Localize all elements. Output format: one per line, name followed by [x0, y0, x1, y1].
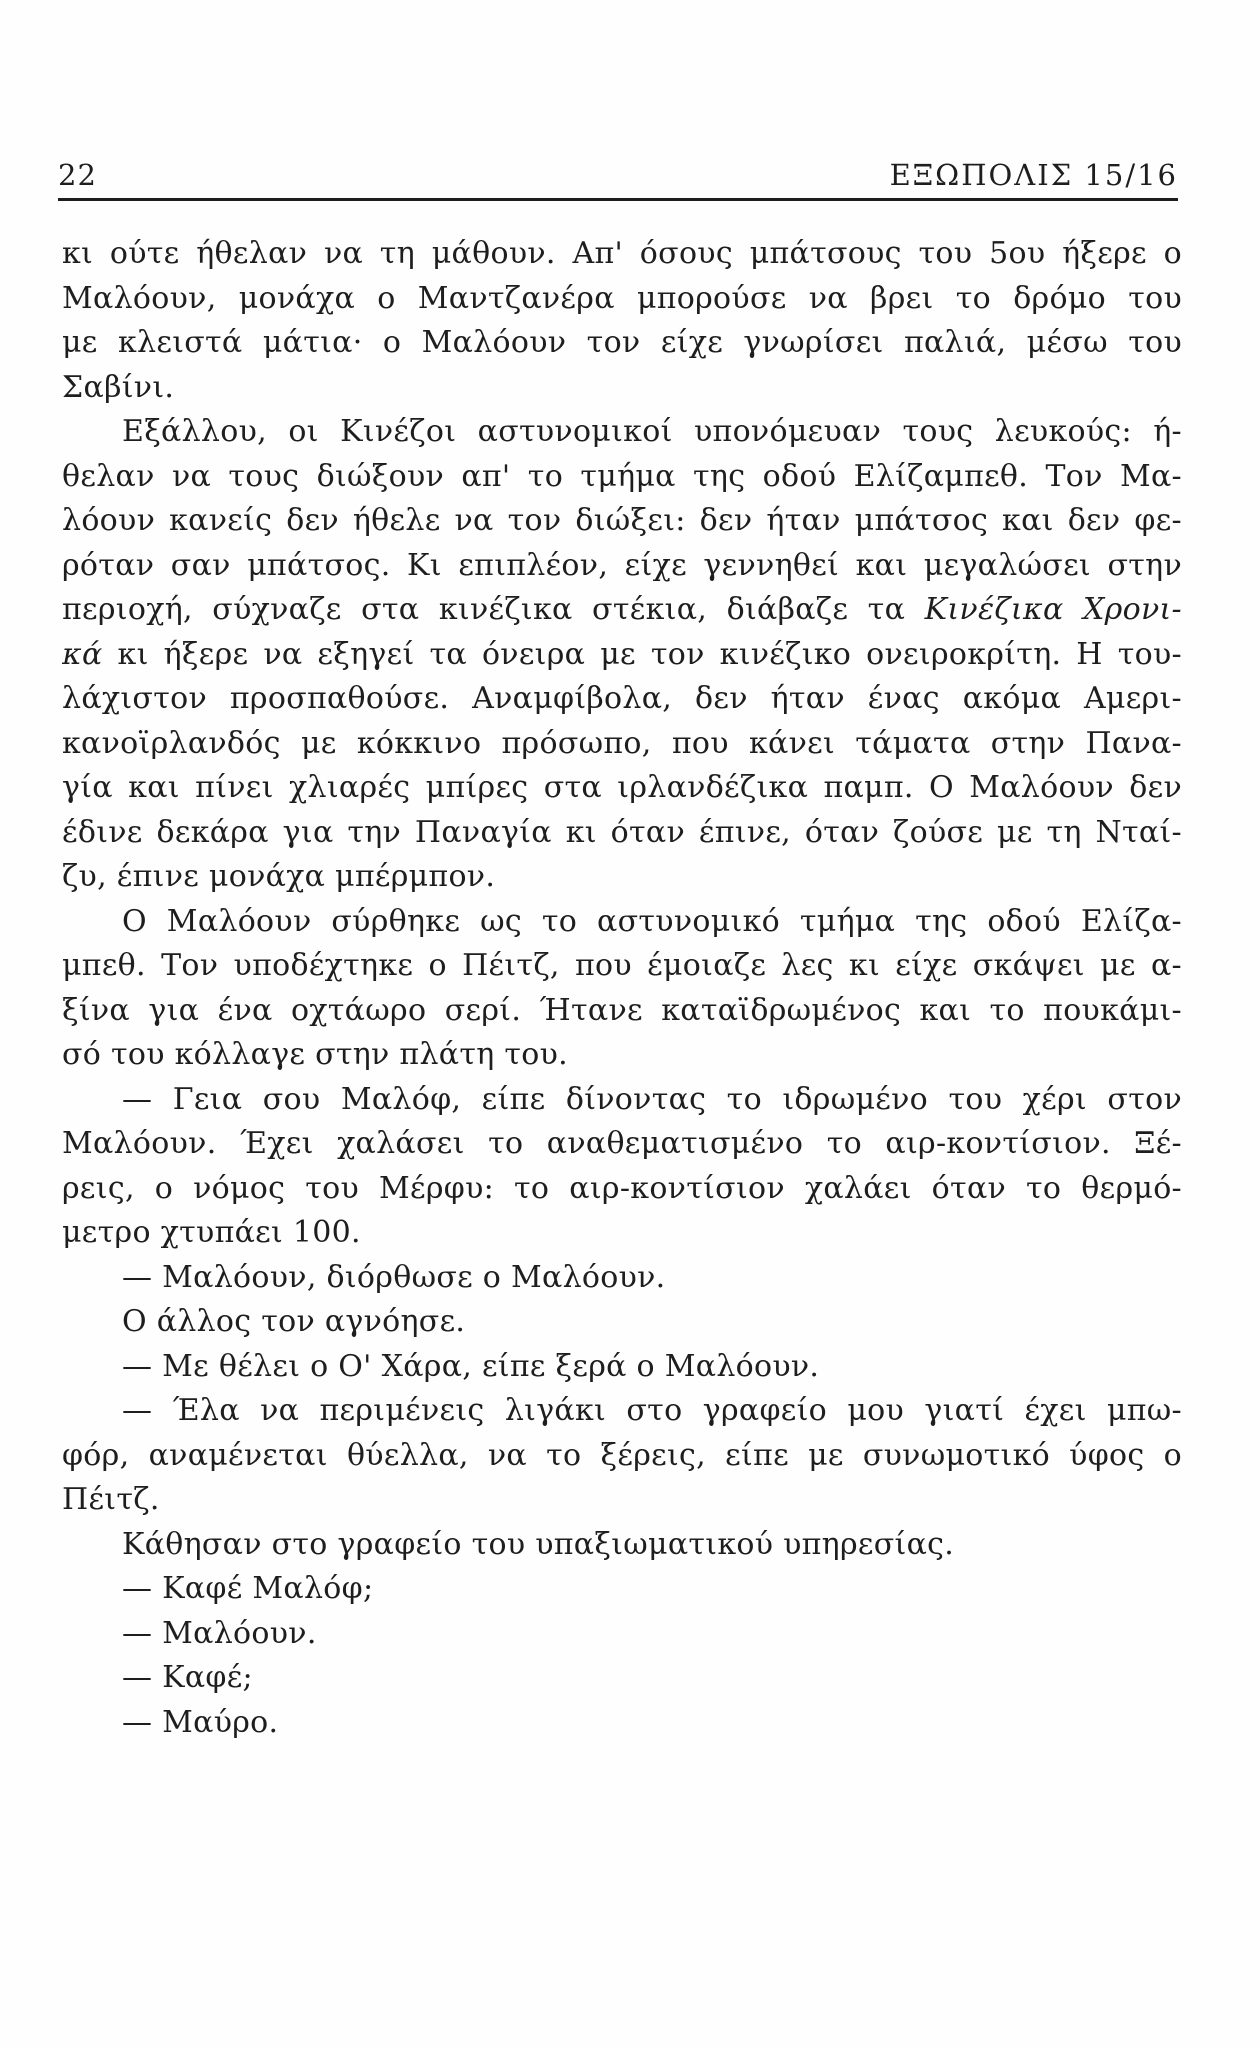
text-line: ρεις, ο νόμος του Μέρφυ: το αιρ-κοντίσιον χαλάει όταν το θερμό- — [62, 1170, 1182, 1206]
dialogue-line: — Μαλόουν, διόρθωσε ο Μαλόουν. — [122, 1259, 666, 1295]
text-line: σό του κόλλαγε στην πλάτη του. — [62, 1037, 568, 1072]
text-line: γία και πίνει χλιαρές μπίρες στα ιρλανδέζικα παμπ. Ο Μαλόουν δεν — [62, 770, 1182, 805]
text-line: Εξάλλου, οι Κινέζοι αστυνομικοί υπονόμευαν τους λευκούς: ή- — [122, 414, 1182, 449]
text-line: κι ούτε ήθελαν να τη μάθουν. Απ' όσους μπάτσους του 5ου ήξερε ο — [62, 236, 1182, 271]
text-line: μετρο χτυπάει 100. — [62, 1215, 361, 1250]
text-line: έδινε δεκάρα για την Παναγία κι όταν έπινε, όταν ζούσε με τη Νταί- — [62, 814, 1182, 850]
text-line: περιοχή, σύχναζε στα κινέζικα στέκια, διάβαζε τα Κινέζικα Χρονι- — [62, 592, 1182, 627]
text-line: με κλειστά μάτια· ο Μαλόουν τον είχε γνωρίσει παλιά, μέσω του — [62, 325, 1182, 360]
dialogue-line: — Μαλόουν. — [122, 1615, 317, 1651]
dialogue-line: — Με θέλει ο Ο' Χάρα, είπε ξερά ο Μαλόουν. — [122, 1348, 820, 1384]
header-rule — [58, 198, 1178, 201]
text-line: φόρ, αναμένεται θύελλα, να το ξέρεις, είπε με συνωμοτικό ύφος ο — [62, 1437, 1182, 1473]
text-line: κά κι ήξερε να εξηγεί τα όνειρα με τον κινέζικο ονειροκρίτη. Η του- — [62, 636, 1182, 672]
text-line: κανοϊρλανδός με κόκκινο πρόσωπο, που κάνει τάματα στην Πανα- — [62, 725, 1182, 761]
text-line: μπεθ. Τον υποδέχτηκε ο Πέιτζ, που έμοιαζε λες κι είχε σκάψει με α- — [62, 948, 1182, 983]
dialogue-line: — Καφέ; — [122, 1660, 253, 1695]
dialogue-line: — Μαύρο. — [122, 1704, 279, 1740]
text-line: λάχιστον προσπαθούσε. Αναμφίβολα, δεν ήταν ένας ακόμα Αμερι- — [62, 681, 1182, 716]
dialogue-line: — Γεια σου Μαλόφ, είπε δίνοντας το ιδρωμένο του χέρι στον — [122, 1081, 1182, 1117]
dialogue-line: — Έλα να περιμένεις λιγάκι στο γραφείο μου γιατί έχει μπω- — [122, 1393, 1182, 1428]
text-line: Μαλόουν. Έχει χαλάσει το αναθεματισμένο το αιρ-κοντίσιον. Ξέ- — [62, 1126, 1182, 1161]
text-line: Ο Μαλόουν σύρθηκε ως το αστυνομικό τμήμα της οδού Ελίζα- — [122, 903, 1182, 939]
text-line: ρόταν σαν μπάτσος. Κι επιπλέον, είχε γεννηθεί και μεγαλώσει στην — [62, 547, 1182, 583]
body-text — [62, 232, 1182, 1745]
text-line: λόουν κανείς δεν ήθελε να τον διώξει: δεν ήταν μπάτσος και δεν φε- — [62, 503, 1182, 538]
text-line: Μαλόουν, μονάχα ο Μαντζανέρα μπορούσε να βρει το δρόμο του — [62, 280, 1182, 316]
running-head: ΕΞΩΠΟΛΙΣ 15/16 — [889, 158, 1178, 192]
text-line: Σαβίνι. — [62, 369, 175, 405]
book-title-italic: κά — [62, 636, 103, 672]
page-header — [58, 158, 1178, 198]
text-line: Ο άλλος τον αγνόησε. — [122, 1304, 466, 1339]
text-line: ξίνα για ένα οχτάωρο σερί. Ήτανε καταϊδρωμένος και το πουκάμι- — [62, 992, 1182, 1028]
page-number: 22 — [58, 158, 97, 192]
dialogue-line: — Καφέ Μαλόφ; — [122, 1571, 374, 1606]
text-line: ζυ, έπινε μονάχα μπέρμπον. — [62, 859, 496, 894]
text-line: Πέιτζ. — [62, 1482, 160, 1517]
book-title-italic: Κινέζικα Χρονι- — [924, 592, 1182, 627]
text-line: Κάθησαν στο γραφείο του υπαξιωματικού υπηρεσίας. — [122, 1526, 955, 1562]
text-line: θελαν να τους διώξουν απ' το τμήμα της οδού Ελίζαμπεθ. Τον Μα- — [62, 458, 1182, 494]
